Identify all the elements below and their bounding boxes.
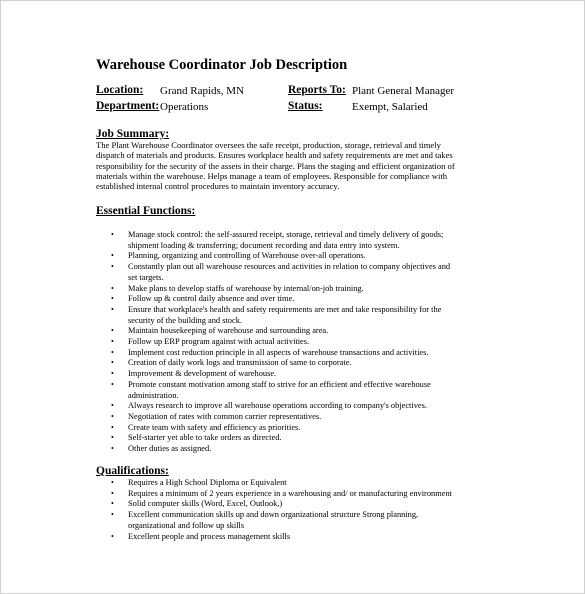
function-item-text: • Make plans to develop staffs of warehouse by internal/on-job training. [128,283,364,293]
summary-line: materials within the warehouse. Helps manage a team of employees. Responsible for compliance with [96,170,448,181]
location-label: Location: [96,84,144,96]
function-item [111,358,450,369]
function-item [111,294,450,305]
qualification-item-text: • Excellent people and process management skills [128,531,291,541]
function-item-text: • Creation of daily work logs and transmission of same to corporate. [128,358,352,368]
qualification-item [111,532,452,543]
function-item-text: • Self-starter yet able to take orders as directed. [128,433,282,443]
function-item [111,251,450,262]
function-item [111,305,450,326]
qualification-item-text: organizational and follow up skills [128,520,245,530]
function-item-text: security of the building and stock. [128,315,242,325]
function-item [111,380,450,401]
department-row [96,100,159,112]
location-value: Grand Rapids, MN [160,85,245,97]
department-label: Department: [96,100,160,112]
function-item [111,423,450,434]
summary-line: The Plant Warehouse Coordinator oversees the safe receipt, production, storage, retrieval and timely [96,140,441,150]
function-item-text: • Implement cost reduction principle in all aspects of warehouse transactions and activities. [128,347,429,357]
function-item-text: • Improvement & development of warehouse. [128,369,277,379]
status-value: Exempt, Salaried [352,101,428,113]
function-item [111,433,450,444]
function-item-text: • Negotiation of rates with common carrier representatives. [128,411,322,421]
qualification-item-text: • Excellent communication skills up and down organizational structure Strong planning, [128,510,419,520]
qualification-item [111,510,452,531]
function-item-text: • Follow up & control daily absence and over time. [128,294,295,304]
qualifications-list [111,478,452,542]
reports-to-row [288,84,346,96]
function-item [111,284,450,295]
status-label: Status: [288,100,323,112]
function-item-text: • Always research to improve all warehouse operations according to company's objectives. [128,401,427,411]
function-item [111,326,450,337]
qualification-item [111,489,452,500]
function-item-text: • Create team with safety and efficiency as priorities. [128,422,301,432]
qualification-item [111,478,452,489]
function-item-text: • Follow up ERP program against with actual activities. [128,337,310,347]
function-item [111,401,450,412]
function-item [111,262,450,283]
essential-functions-list [111,230,450,455]
function-item-text: set targets. [128,272,164,282]
job-summary-text [96,140,476,191]
function-item-text: • Maintain housekeeping of warehouse and surrounding area. [128,326,329,336]
function-item-text: shipment loading & transferring; document recording and data entry into system. [128,240,400,250]
reports-to-value: Plant General Manager [352,85,455,97]
department-value: Operations [160,101,209,113]
function-item-text: • Other duties as assigned. [128,444,212,454]
qualification-item-text: • Requires a minimum of 2 years experience in a warehousing and/ or manufacturing environment [128,488,452,498]
function-item [111,369,450,380]
qualifications-heading: Qualifications: [96,465,169,477]
function-item-text: administration. [128,390,179,400]
summary-line: dispatch of materials and products. Ensures workplace health and safety requirements are met and takes [96,150,453,161]
function-item-text: • Manage stock control: the self-assured receipt, storage, retrieval and timely delivery of goods; [128,230,444,239]
document-title: Warehouse Coordinator Job Description [96,57,348,73]
function-item-text: • Ensure that workplace's health and safety requirements are met and take responsibility for the [128,304,442,314]
function-item [111,412,450,423]
qualification-item [111,499,452,510]
function-item-text: • Constantly plan out all warehouse resources and activities in relation to company objectives and [128,262,451,272]
function-item [111,230,450,251]
function-item [111,348,450,359]
location-row [96,84,143,96]
function-item-text: • Planning, organizing and controlling of Warehouse over-all operations. [128,251,366,261]
job-summary-heading: Job Summary: [96,128,170,140]
function-item [111,337,450,348]
status-row [288,100,323,112]
function-item [111,444,450,455]
function-item-text: • Promote constant motivation among staff to strive for an efficient and effective warehouse [128,379,431,389]
reports-to-label: Reports To: [288,84,346,96]
qualification-item-text: • Solid computer skills (Word, Excel, Outlook,) [128,499,283,509]
qualification-item-text: • Requires a High School Diploma or Equivalent [128,478,287,487]
essential-functions-heading: Essential Functions: [96,205,196,217]
summary-line: responsibility for the security of the assets in their charge. Plans the staging and efficient organization of [96,160,455,171]
summary-line: established internal control procedures to maintain inventory accuracy. [96,181,340,192]
